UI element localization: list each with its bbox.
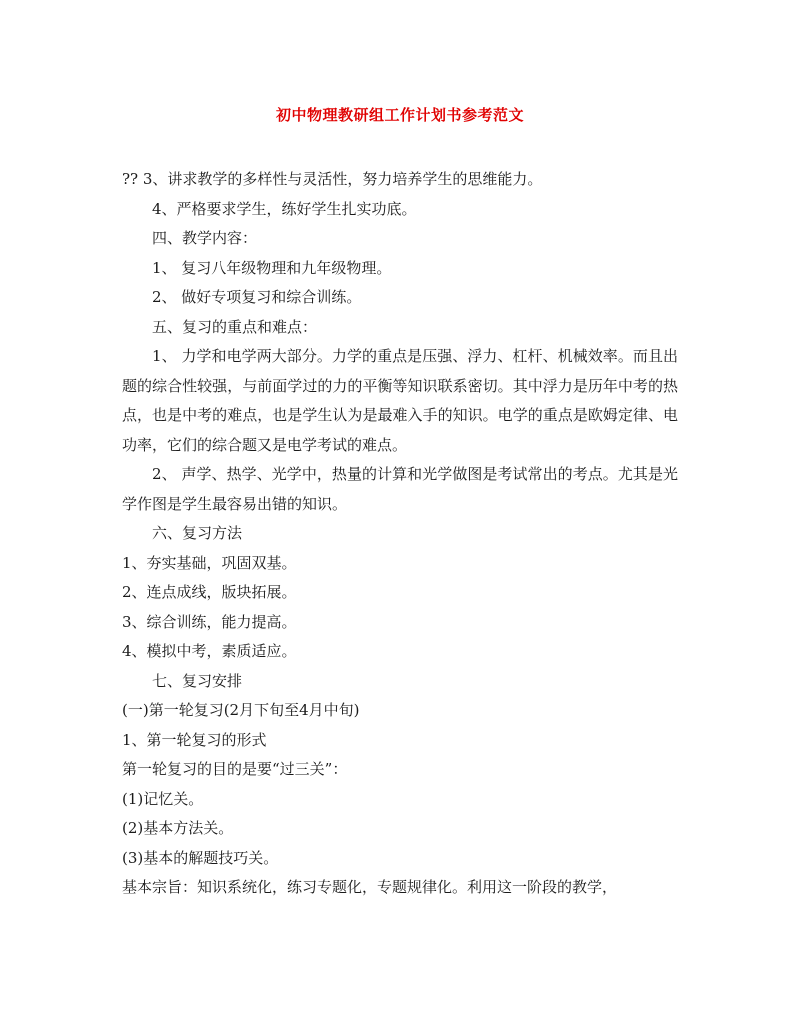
- paragraph-method-3: 3、综合训练，能力提高。: [122, 612, 297, 631]
- heading-teaching-content: 四、教学内容：: [152, 229, 258, 247]
- paragraph-method-2: 2、连点成线，版块拓展。: [122, 583, 297, 601]
- paragraph-first-round: (一)第一轮复习(2月下旬至4月中旬): [122, 701, 360, 719]
- paragraph-basic-principle: 基本宗旨：知识系统化，练习专题化，专题规律化。利用这一阶段的教学，: [122, 878, 618, 896]
- paragraph-content-2: 2、 做好专项复习和综合训练。: [152, 288, 362, 306]
- paragraph-method-4: 4、模拟中考，素质适应。: [122, 642, 297, 660]
- paragraph-first-round-form: 1、第一轮复习的形式: [122, 730, 267, 749]
- paragraph-focus-1: 1、 力学和电学两大部分。力学的重点是压强、浮力、杠杆、机械效率。而且出题的综合性较强，与前面学过的力的平衡等知识联系密切。其中浮力是历年中考的热点，也是中考的难点，也是学生认为是最难入手的知识。电学的重点是欧姆定律、电功率，它们的综合题又是电学考试的难点。: [122, 347, 678, 454]
- paragraph-focus-2: 2、 声学、热学、光学中，热量的计算和光学做图是考试常出的考点。尤其是光学作图是学生最容易出错的知识。: [122, 465, 678, 513]
- paragraph-method-1: 1、夯实基础，巩固双基。: [122, 553, 297, 572]
- paragraph-content-1: 1、 复习八年级物理和九年级物理。: [152, 258, 392, 277]
- heading-review-focus: 五、复习的重点和难点：: [152, 317, 318, 336]
- document-title: 初中物理教研组工作计划书参考范文: [275, 106, 524, 124]
- heading-review-method: 六、复习方法: [152, 524, 243, 542]
- paragraph-first-round-goal: 第一轮复习的目的是要“过三关”：: [122, 760, 348, 778]
- paragraph-teaching-method-4: 4、严格要求学生，练好学生扎实功底。: [152, 199, 417, 218]
- document-body: [122, 165, 678, 903]
- paragraph-memory-pass: (1)记忆关。: [122, 789, 204, 808]
- paragraph-method-pass: (2)基本方法关。: [122, 819, 234, 837]
- heading-review-schedule: 七、复习安排: [152, 671, 243, 690]
- paragraph-teaching-method-3: ?? 3、讲求教学的多样性与灵活性，努力培养学生的思维能力。: [122, 170, 543, 188]
- paragraph-technique-pass: (3)基本的解题技巧关。: [122, 848, 279, 867]
